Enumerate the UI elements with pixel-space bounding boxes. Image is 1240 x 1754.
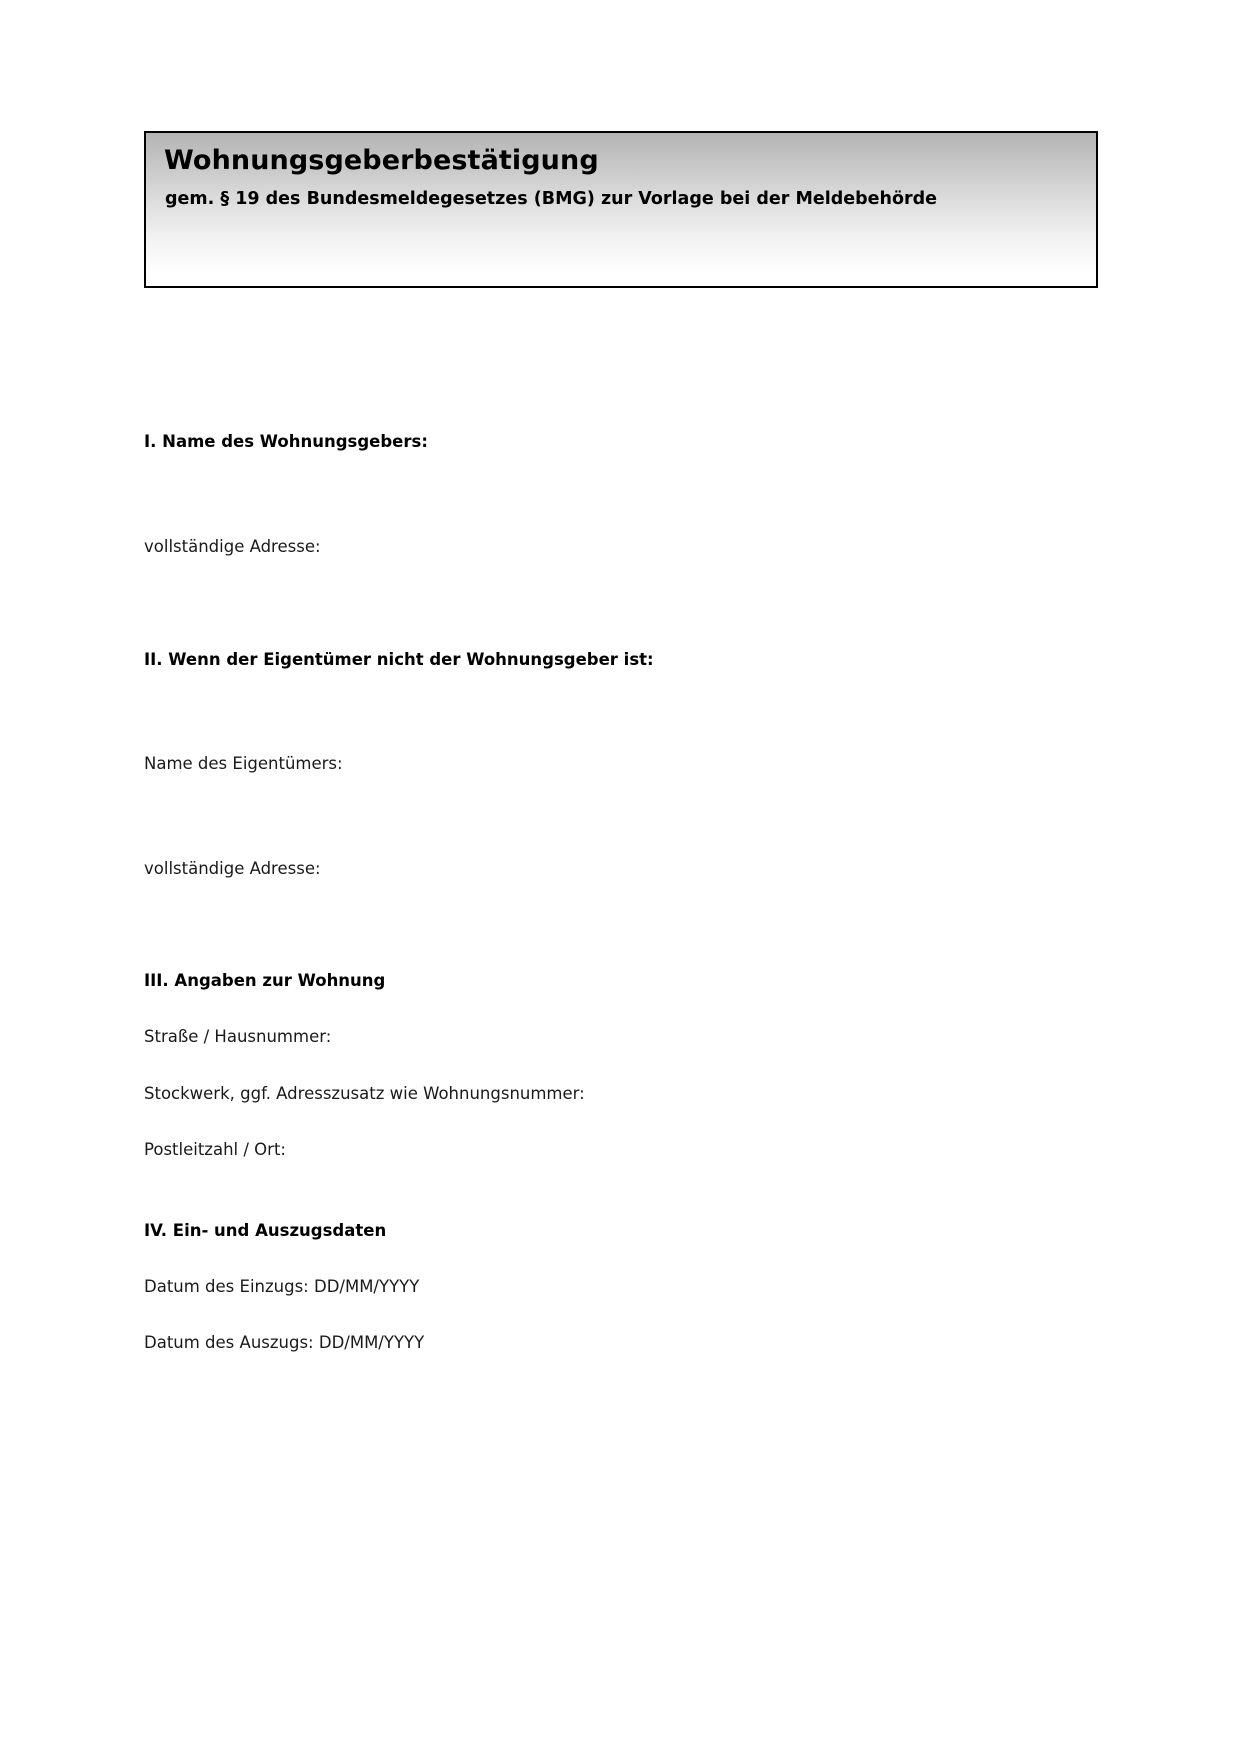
section-heading-iv: IV. Ein- und Auszugsdaten <box>144 1221 387 1240</box>
section-heading-ii: II. Wenn der Eigentümer nicht der Wohnungsgeber ist: <box>144 650 654 669</box>
field-label-postcode-city: Postleitzahl / Ort: <box>144 1140 286 1159</box>
field-label-owner-name: Name des Eigentümers: <box>144 754 343 773</box>
field-label-move-out: Datum des Auszugs: DD/MM/YYYY <box>144 1333 425 1352</box>
field-label-landlord-address: vollständige Adresse: <box>144 537 321 556</box>
section-heading-iii: III. Angaben zur Wohnung <box>144 971 386 990</box>
field-label-street: Straße / Hausnummer: <box>144 1027 332 1046</box>
page-title: Wohnungsgeberbestätigung <box>164 145 599 176</box>
page-subtitle: gem. § 19 des Bundesmeldegesetzes (BMG) zur Vorlage bei der Meldebehörde <box>165 189 938 209</box>
field-label-owner-address: vollständige Adresse: <box>144 859 321 878</box>
field-label-floor: Stockwerk, ggf. Adresszusatz wie Wohnungsnummer: <box>144 1084 585 1103</box>
field-label-move-in: Datum des Einzugs: DD/MM/YYYY <box>144 1277 420 1296</box>
section-heading-i: I. Name des Wohnungsgebers: <box>144 432 428 451</box>
document-header-banner <box>144 131 1098 288</box>
